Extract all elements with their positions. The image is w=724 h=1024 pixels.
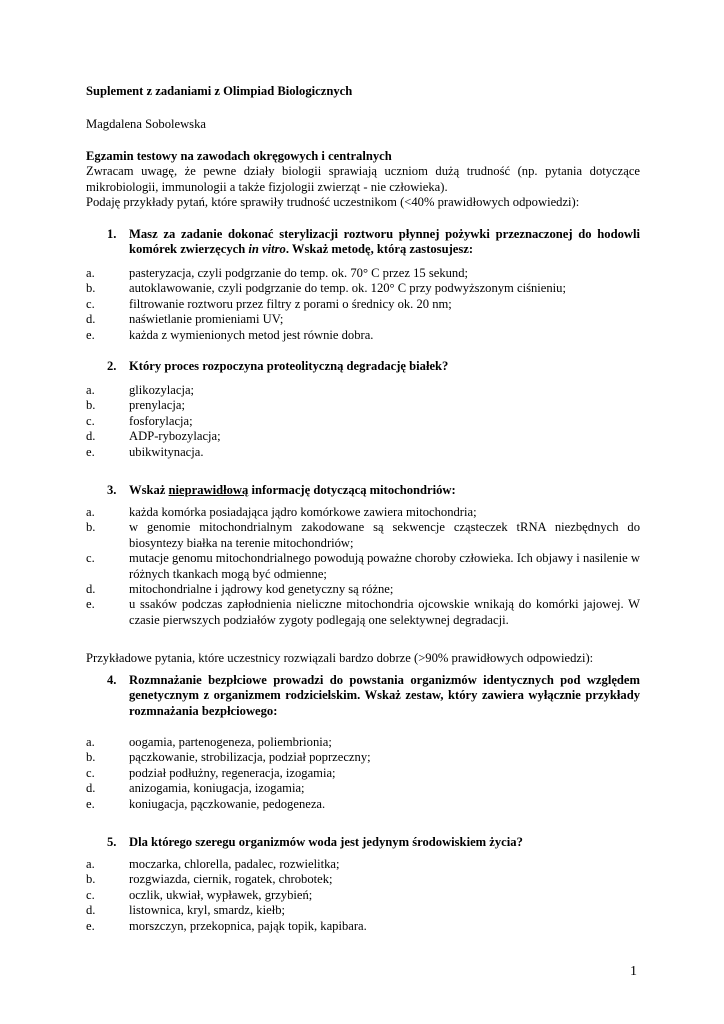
- option-letter: d.: [86, 582, 96, 597]
- option-letter: c.: [86, 887, 95, 902]
- option-a: [86, 735, 640, 750]
- option-text: autoklawowanie, czyli podgrzanie do temp. ok. 120° C przy podwyższonym ciśnieniu;: [129, 281, 566, 296]
- option-e: [86, 445, 640, 460]
- option-text: listownica, kryl, smardz, kiełb;: [129, 903, 285, 918]
- option-text: moczarka, chlorella, padalec, rozwielitka;: [129, 857, 340, 871]
- option-text: ADP-rybozylacja;: [129, 429, 221, 444]
- question-number: 1.: [107, 227, 117, 241]
- option-letter: c.: [86, 296, 95, 311]
- option-e: [86, 597, 640, 628]
- question-text-part: informację dotyczącą mitochondriów:: [248, 483, 456, 497]
- question-number: 2.: [107, 359, 117, 373]
- option-text: pasteryzacja, czyli podgrzanie do temp. ok. 70° C przez 15 sekund;: [129, 266, 469, 280]
- option-text: filtrowanie roztworu przez filtry z porami o średnicy ok. 20 nm;: [129, 296, 452, 311]
- question-4-options: [86, 735, 640, 812]
- option-text: podział podłużny, regeneracja, izogamia;: [129, 765, 336, 780]
- option-letter: b.: [86, 281, 96, 296]
- option-text: morszczyn, przekopnica, pająk topik, kapibara.: [129, 918, 367, 933]
- option-e: [86, 919, 640, 934]
- question-number: 4.: [107, 673, 117, 687]
- question-1: [107, 227, 640, 258]
- option-a: [86, 266, 640, 281]
- option-letter: a.: [86, 735, 95, 749]
- option-d: [86, 312, 640, 327]
- question-2-options: [86, 383, 640, 460]
- option-letter: b.: [86, 750, 96, 765]
- option-text: anizogamia, koniugacja, izogamia;: [129, 781, 305, 796]
- question-1-options: [86, 266, 640, 343]
- option-letter: a.: [86, 266, 95, 280]
- section-heading: Egzamin testowy na zawodach okręgowych i centralnych: [86, 149, 392, 163]
- question-5-options: [86, 857, 640, 934]
- document-title: Suplement z zadaniami z Olimpiad Biologicznych: [86, 84, 353, 98]
- question-4: [107, 673, 640, 719]
- option-b: [86, 520, 640, 551]
- option-letter: e.: [86, 918, 95, 933]
- option-text: mutacje genomu mitochondrialnego powodują poważne choroby człowieka. Ich objawy i nasilenie w różnych tkankach mogą być odmienne;: [129, 551, 640, 581]
- option-e: [86, 328, 640, 343]
- question-text-part: . Wskaż metodę, którą zastosujesz:: [285, 242, 474, 257]
- option-text: każda komórka posiadająca jądro komórkowe zawiera mitochondria;: [129, 505, 477, 519]
- option-letter: d.: [86, 903, 96, 918]
- option-text: glikozylacja;: [129, 383, 195, 397]
- option-text: mitochondrialne i jądrowy kod genetyczny są różne;: [129, 582, 394, 597]
- option-letter: e.: [86, 796, 95, 811]
- option-letter: a.: [86, 383, 95, 397]
- option-c: [86, 766, 640, 781]
- option-letter: b.: [86, 872, 96, 887]
- question-text-italic: in vitro: [248, 242, 286, 257]
- option-letter: e.: [86, 597, 95, 612]
- option-c: [86, 551, 640, 582]
- option-c: [86, 414, 640, 429]
- option-text: rozgwiazda, ciernik, rogatek, chrobotek;: [129, 872, 333, 887]
- option-text: ubikwitynacja.: [129, 444, 204, 459]
- option-text: w genomie mitochondrialnym zakodowane są sekwencje cząsteczek tRNA niezbędnych do biosyntezy białka na terenie mitochondriów;: [129, 520, 640, 550]
- option-text: pączkowanie, strobilizacja, podział poprzeczny;: [129, 750, 371, 765]
- option-letter: a.: [86, 857, 95, 871]
- option-letter: e.: [86, 327, 95, 342]
- option-a: [86, 383, 640, 398]
- question-text: [129, 227, 640, 258]
- option-letter: c.: [86, 765, 95, 780]
- option-d: [86, 903, 640, 918]
- option-letter: e.: [86, 444, 95, 459]
- option-text: oczlik, ukwiał, wypławek, grzybień;: [129, 887, 313, 902]
- option-text: każda z wymienionych metod jest równie dobra.: [129, 327, 374, 342]
- question-text-part: Wskaż: [129, 483, 169, 497]
- option-letter: c.: [86, 551, 95, 566]
- option-text: prenylacja;: [129, 398, 185, 413]
- question-text: [129, 483, 640, 498]
- option-text: koniugacja, pączkowanie, pedogeneza.: [129, 796, 326, 811]
- option-b: [86, 281, 640, 296]
- option-letter: a.: [86, 505, 95, 519]
- question-5: [107, 835, 640, 850]
- option-text: fosforylacja;: [129, 413, 193, 428]
- option-letter: b.: [86, 520, 96, 535]
- option-d: [86, 429, 640, 444]
- question-number: 5.: [107, 835, 117, 849]
- option-b: [86, 872, 640, 887]
- option-d: [86, 582, 640, 597]
- option-letter: d.: [86, 312, 96, 327]
- question-text: Który proces rozpoczyna proteolityczną degradację białek?: [129, 359, 449, 373]
- question-number: 3.: [107, 483, 117, 497]
- intro-paragraph: Zwracam uwagę, że pewne działy biologii sprawiają uczniom dużą trudność (np. pytania dotyczące mikrobiologii, immunologii a także fizjologii zwierząt - nie człowieka).: [86, 164, 640, 194]
- question-text: Rozmnażanie bezpłciowe prowadzi do powstania organizmów identycznych pod względem genetycznym z organizmem rodzicielskim. Wskaż zestaw, który zawiera wyłącznie przykłady rozmnażania bezpłciowego:: [129, 673, 640, 718]
- option-c: [86, 297, 640, 312]
- option-letter: d.: [86, 429, 96, 444]
- option-e: [86, 797, 640, 812]
- intro-line: Podaję przykłady pytań, które sprawiły trudność uczestnikom (<40% prawidłowych odpowiedzi):: [86, 195, 580, 210]
- question-3: [107, 483, 640, 498]
- option-b: [86, 750, 640, 765]
- option-a: [86, 857, 640, 872]
- option-text: u ssaków podczas zapłodnienia nieliczne mitochondria ojcowskie wnikają do komórki jajowej. W czasie pierwszych podziałów zygoty podlegają one selektywnej degradacji.: [129, 597, 640, 627]
- option-b: [86, 398, 640, 413]
- question-3-options: [86, 505, 640, 628]
- question-text-underlined: nieprawidłową: [168, 483, 249, 497]
- page-number: 1: [630, 964, 637, 979]
- option-letter: b.: [86, 398, 96, 413]
- option-a: [86, 505, 640, 520]
- option-letter: d.: [86, 781, 96, 796]
- option-c: [86, 888, 640, 903]
- question-2: [107, 359, 640, 374]
- option-letter: c.: [86, 413, 95, 428]
- question-text-part: Masz za zadanie dokonać sterylizacji roztworu płynnej pożywki przeznaczonej do hodowli komórek zwierzęcych: [129, 227, 640, 257]
- option-d: [86, 781, 640, 796]
- intro-block: [86, 149, 640, 211]
- author-name: Magdalena Sobolewska: [86, 117, 206, 131]
- option-text: oogamia, partenogeneza, poliembrionia;: [129, 735, 332, 749]
- question-text: Dla którego szeregu organizmów woda jest jedynym środowiskiem życia?: [129, 835, 523, 849]
- easy-questions-intro: Przykładowe pytania, które uczestnicy rozwiązali bardzo dobrze (>90% prawidłowych odpowiedzi):: [86, 651, 594, 665]
- option-text: naświetlanie promieniami UV;: [129, 312, 284, 327]
